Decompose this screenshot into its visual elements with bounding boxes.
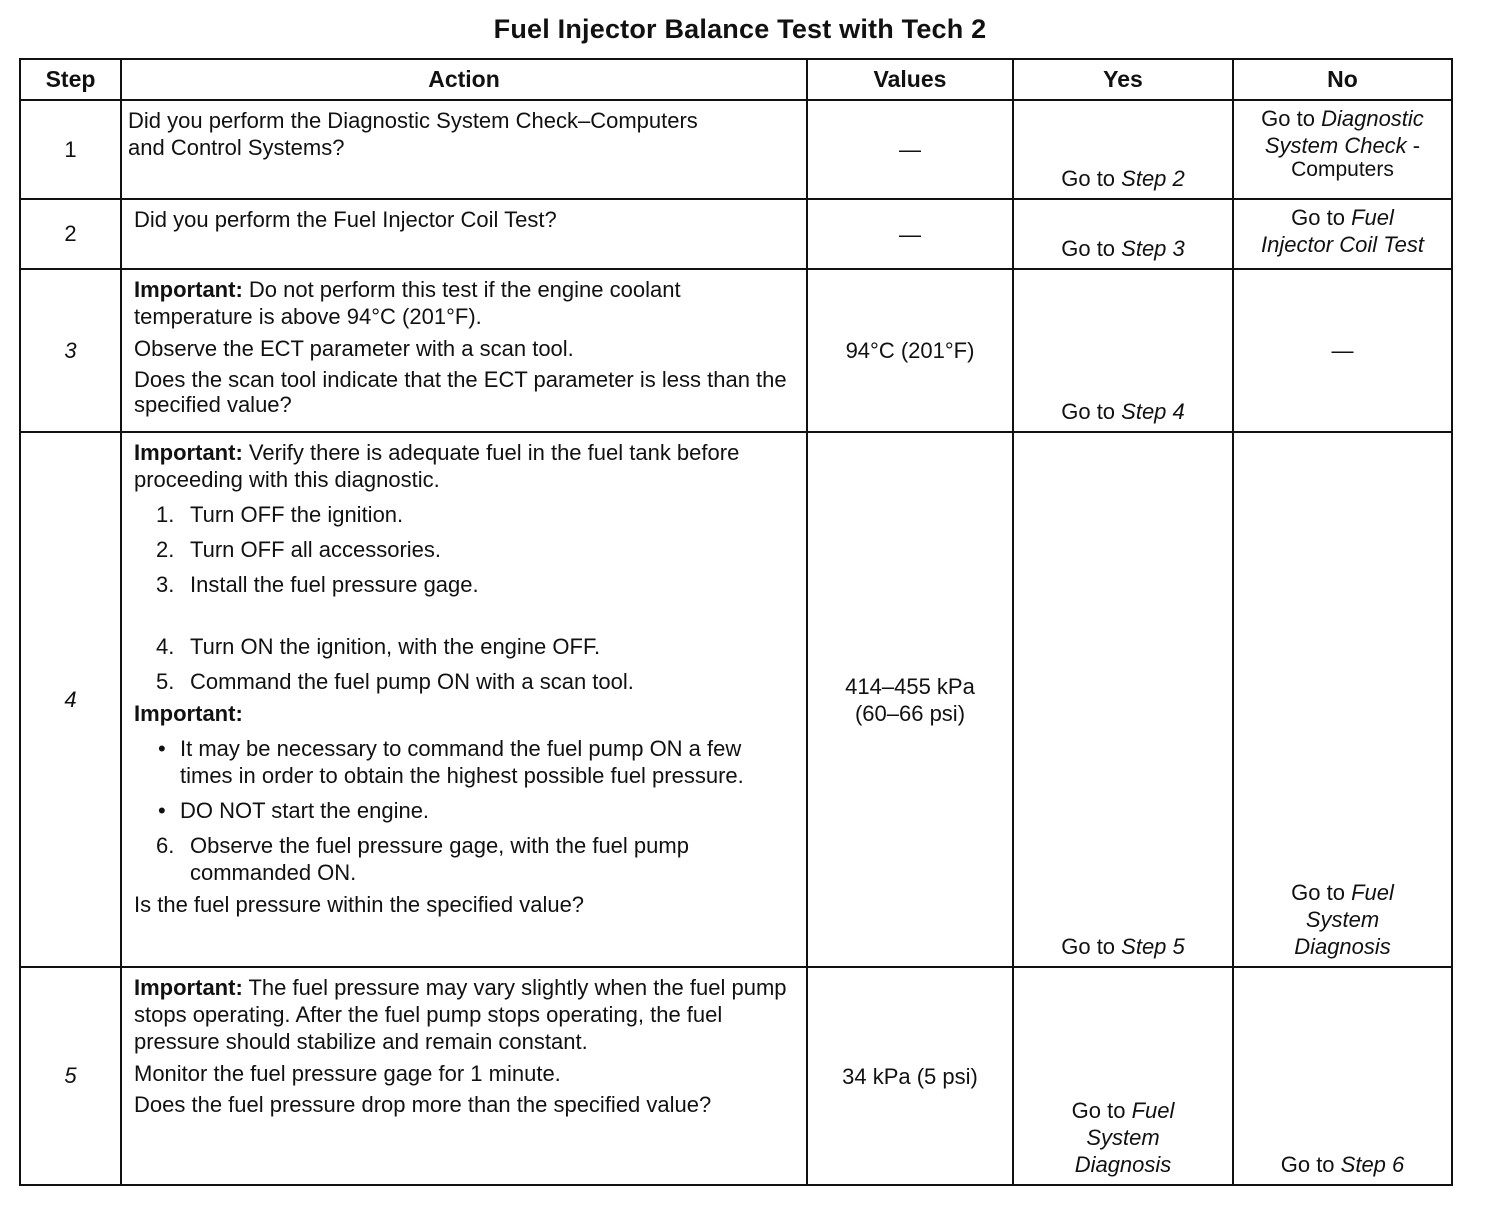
goto-prefix: Go to	[1261, 106, 1322, 131]
yes-cell[interactable]	[1013, 432, 1233, 967]
goto-link[interactable]: System	[1086, 1125, 1160, 1150]
action-line: and Control Systems?	[128, 135, 345, 160]
step-number: 5	[20, 967, 121, 1185]
action-line: Monitor the fuel pressure gage for 1 minute.	[134, 1061, 561, 1086]
important-text: Verify there is adequate fuel in the fuel tank before proceeding with this diagnostic.	[134, 440, 740, 492]
goto-link[interactable]: Fuel	[1131, 1098, 1175, 1123]
goto-link[interactable]: Step 4	[1121, 399, 1185, 424]
table-row	[20, 199, 1452, 269]
list-item: 6. Observe the fuel pressure gage, with the fuel pump commanded ON.	[156, 833, 689, 885]
yes-cell[interactable]	[1013, 967, 1233, 1185]
action-line: Does the fuel pressure drop more than the specified value?	[134, 1092, 712, 1117]
action-cell	[121, 967, 807, 1185]
list-item: 4. Turn ON the ignition, with the engine OFF.	[156, 634, 601, 659]
step-number: 2	[20, 199, 121, 269]
important-note	[134, 974, 796, 1055]
action-cell	[121, 269, 807, 432]
action-line: Observe the ECT parameter with a scan tool.	[134, 336, 574, 361]
header-row	[20, 59, 1452, 100]
goto-prefix: Go to	[1291, 205, 1352, 230]
important-label: Important:	[134, 975, 243, 1000]
list-item: • DO NOT start the engine.	[158, 798, 430, 823]
important-label: Important:	[134, 440, 243, 465]
important-text: Do not perform this test if the engine coolant temperature is above 94°C (201°F).	[134, 277, 681, 329]
goto-link[interactable]: Diagnosis	[1294, 934, 1391, 959]
goto-prefix: Go to	[1061, 236, 1122, 261]
goto-link[interactable]: Step 2	[1121, 166, 1185, 191]
yes-cell[interactable]	[1013, 100, 1233, 199]
goto-link[interactable]: Step 6	[1340, 1152, 1405, 1177]
list-item: • It may be necessary to command the fuel pump ON a few times in order to obtain the highest possible fuel pressure.	[158, 736, 744, 788]
value-cell: —	[807, 199, 1013, 269]
header-action: Action	[121, 59, 807, 100]
important-note	[134, 439, 796, 493]
important-note	[134, 276, 796, 330]
goto-suffix: -	[1406, 133, 1421, 158]
important-label: Important:	[134, 701, 243, 726]
header-yes: Yes	[1013, 59, 1233, 100]
goto-link[interactable]: System Check	[1264, 133, 1407, 158]
list-item: 2. Turn OFF all accessories.	[156, 537, 442, 562]
diagnostic-table	[19, 58, 1453, 1186]
header-step: Step	[20, 59, 121, 100]
table-row	[20, 432, 1452, 967]
table-row	[20, 967, 1452, 1185]
goto-prefix: Go to	[1061, 934, 1122, 959]
important-label: Important:	[134, 277, 243, 302]
goto-prefix: Go to	[1280, 1152, 1341, 1177]
action-line: Did you perform the Diagnostic System Check–Computers	[128, 108, 698, 133]
goto-link[interactable]: Computers	[1291, 158, 1394, 181]
value-cell: 34 kPa (5 psi)	[807, 967, 1013, 1185]
action-cell	[121, 100, 807, 199]
no-cell[interactable]	[1233, 967, 1452, 1185]
goto-prefix: Go to	[1061, 166, 1122, 191]
goto-link[interactable]: Injector Coil Test	[1260, 232, 1425, 257]
action-line: Did you perform the Fuel Injector Coil Test?	[134, 207, 557, 232]
action-cell	[121, 432, 807, 967]
value-cell: 94°C (201°F)	[807, 269, 1013, 432]
goto-link[interactable]: Fuel	[1351, 205, 1394, 230]
value-cell: —	[807, 100, 1013, 199]
step-number: 1	[20, 100, 121, 199]
procedure-list	[156, 501, 796, 695]
goto-link[interactable]: Step 3	[1121, 236, 1185, 261]
bullet-list	[158, 735, 796, 824]
yes-cell[interactable]	[1013, 199, 1233, 269]
no-cell[interactable]	[1233, 100, 1452, 199]
step-number: 4	[20, 432, 121, 967]
goto-prefix: Go to	[1071, 1098, 1132, 1123]
action-cell	[121, 199, 807, 269]
no-cell: —	[1233, 269, 1452, 432]
yes-cell[interactable]	[1013, 269, 1233, 432]
goto-link[interactable]: Fuel	[1351, 880, 1394, 905]
goto-link[interactable]: Diagnostic	[1321, 106, 1424, 131]
bullet-icon: •	[158, 798, 166, 823]
goto-prefix: Go to	[1061, 399, 1122, 424]
goto-link[interactable]: Step 5	[1121, 934, 1185, 959]
bullet-icon: •	[158, 736, 166, 761]
procedure-list	[156, 832, 796, 886]
no-cell[interactable]	[1233, 432, 1452, 967]
list-item: 1. Turn OFF the ignition.	[156, 502, 404, 527]
goto-link[interactable]: Diagnosis	[1074, 1152, 1172, 1177]
table-row	[20, 269, 1452, 432]
important-text: The fuel pressure may vary slightly when the fuel pump stops operating. After the fuel pump stops operating, the fuel pressure should stabilize and remain constant.	[134, 975, 787, 1054]
list-item: 3. Install the fuel pressure gage.	[156, 572, 479, 597]
goto-prefix: Go to	[1291, 880, 1352, 905]
no-cell[interactable]	[1233, 199, 1452, 269]
action-line: Does the scan tool indicate that the ECT parameter is less than the specified value?	[134, 367, 787, 417]
header-values: Values	[807, 59, 1013, 100]
table-row	[20, 100, 1452, 199]
header-no: No	[1233, 59, 1452, 100]
action-line: Is the fuel pressure within the specified value?	[134, 892, 585, 917]
page-title: Fuel Injector Balance Test with Tech 2	[493, 14, 987, 44]
goto-link[interactable]: System	[1305, 907, 1380, 932]
value-cell: 414–455 kPa (60–66 psi)	[807, 432, 1013, 967]
step-number: 3	[20, 269, 121, 432]
list-item: 5. Command the fuel pump ON with a scan tool.	[156, 669, 634, 694]
